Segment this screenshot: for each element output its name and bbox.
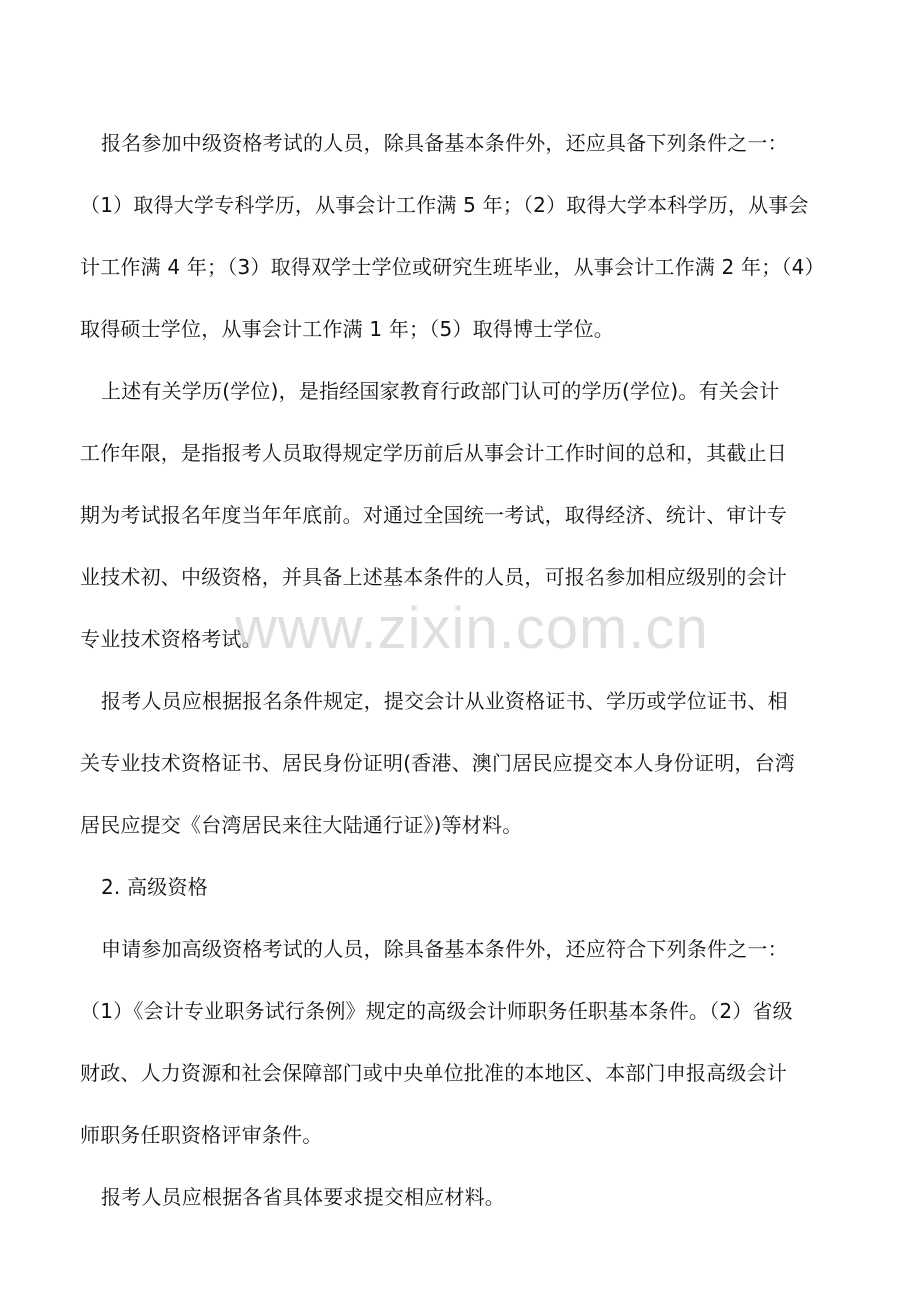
text-line: 报名参加中级资格考试的人员，除具备基本条件外，还应具备下列条件之一： [101, 131, 788, 155]
text-line: （1）《会计专业职务试行条例》规定的高级会计师职务任职基本条件。（2）省级 [80, 999, 793, 1023]
text-line: 专业技术资格考试。 [80, 627, 262, 651]
text-line: 上述有关学历(学位)，是指经国家教育行政部门认可的学历(学位)。有关会计 [101, 379, 780, 403]
text-line: 取得硕士学位，从事会计工作满 1 年；（5）取得博士学位。 [80, 317, 614, 341]
text-line: 财政、人力资源和社会保障部门或中央单位批准的本地区、本部门申报高级会计 [80, 1061, 787, 1085]
text-line: 业技术初、中级资格，并具备上述基本条件的人员，可报名参加相应级别的会计 [80, 565, 787, 589]
text-line: 计工作满 4 年；（3）取得双学士学位或研究生班毕业，从事会计工作满 2 年；（4） [80, 255, 825, 279]
text-line: 报考人员应根据各省具体要求提交相应材料。 [101, 1185, 505, 1209]
text-line: 居民应提交《台湾居民来往大陆通行证》)等材料。 [80, 813, 523, 837]
document-body [80, 112, 842, 1228]
text-line: 工作年限，是指报考人员取得规定学历前后从事会计工作时间的总和，其截止日 [80, 441, 787, 465]
watermark-text: www.zixin.com.cn [235, 596, 709, 661]
paragraph-senior-materials [80, 1166, 842, 1228]
paragraph-intermediate-conditions [80, 112, 842, 360]
text-line: （1）取得大学专科学历，从事会计工作满 5 年；（2）取得大学本科学历，从事会 [80, 193, 809, 217]
paragraph-submission-materials [80, 670, 842, 856]
section-heading: 2. 高级资格 [101, 875, 208, 899]
text-line: 师职务任职资格评审条件。 [80, 1123, 323, 1147]
text-line: 关专业技术资格证书、居民身份证明(香港、澳门居民应提交本人身份证明，台湾 [80, 751, 796, 775]
text-line: 报考人员应根据报名条件规定，提交会计从业资格证书、学历或学位证书、相 [101, 689, 788, 713]
text-line: 期为考试报名年度当年年底前。对通过全国统一考试，取得经济、统计、审计专 [80, 503, 787, 527]
paragraph-senior-conditions [80, 918, 842, 1166]
text-line: 申请参加高级资格考试的人员，除具备基本条件外，还应符合下列条件之一： [101, 937, 788, 961]
paragraph-degree-definition [80, 360, 842, 670]
section-heading-senior-qualification [80, 856, 842, 918]
